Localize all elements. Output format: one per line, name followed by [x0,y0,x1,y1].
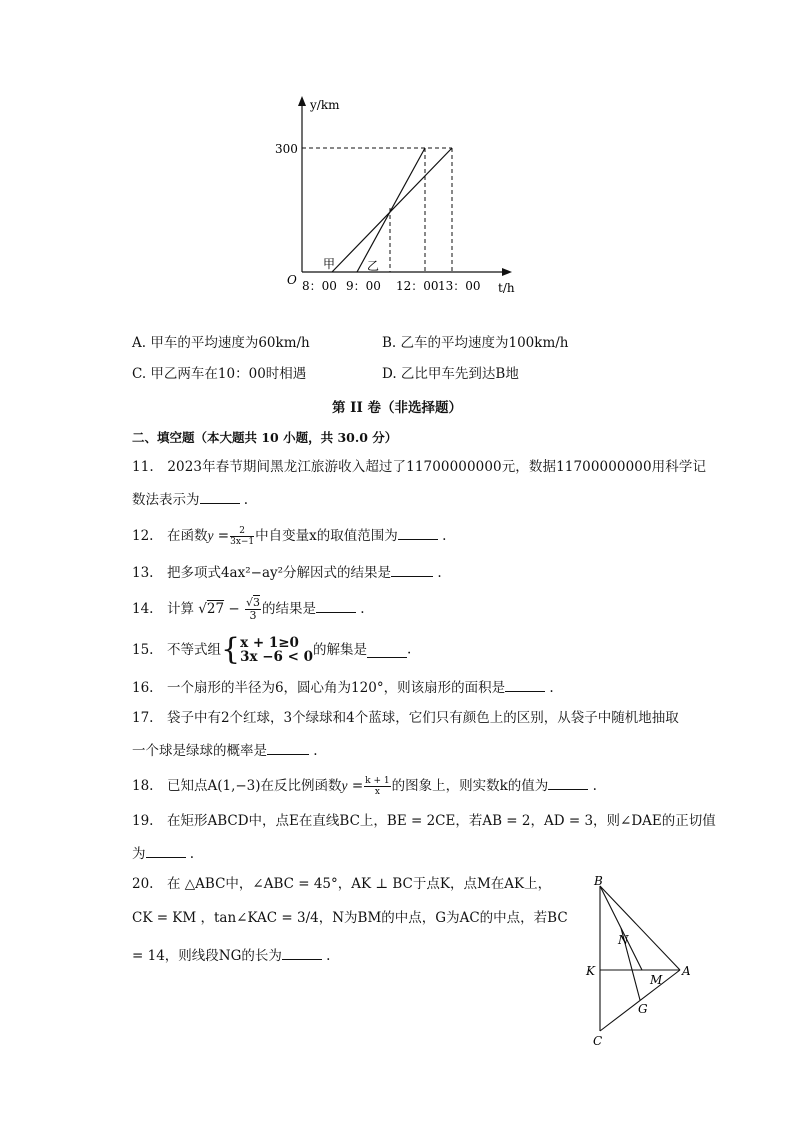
x-tick-1300: 13：00 [438,279,481,293]
answer-blank[interactable] [316,598,356,613]
label-b: B [594,874,603,888]
q20-line1: 20. 在 △ABC中，∠ABC = 45°，AK ⊥ BC于点K，点M在AK上， [132,876,552,892]
q16: 16. 一个扇形的半径为6，圆心角为120°，则该扇形的面积是 . [132,677,554,698]
segment-ba [600,886,680,970]
answer-blank[interactable] [267,740,309,755]
q11-line2: 数法表示为 . [132,489,248,510]
answer-blank[interactable] [505,677,545,692]
x-axis-label: t/h [498,281,515,295]
q13: 13. 把多项式4ax²−ay²分解因式的结果是 . [132,562,442,583]
option-b: B. 乙车的平均速度为100km/h [382,335,569,351]
label-m: M [650,973,663,987]
triangle-figure [580,874,700,1050]
x-axis-arrow [502,268,512,276]
x-tick-900: 9：00 [346,279,381,293]
q15-ineq2: 3x −6 < 0 [240,649,314,665]
answer-blank[interactable] [548,775,588,790]
y-axis-arrow [298,96,306,106]
x-tick-1200: 12：00 [396,279,439,293]
q15-ineq1: x + 1≥0 [240,635,299,651]
line-label-yi: 乙 [367,259,380,273]
y-axis-label: y/km [310,98,340,112]
x-tick-800: 8：00 [302,279,337,293]
origin-label: O [287,273,297,287]
answer-blank[interactable] [282,945,322,960]
q14: 14. 计算 √27 − $\frac{√3}{3}$ 的结果是 . [132,596,365,622]
y-tick-300: 300 [275,142,298,156]
part2-header: 二、填空题（本大题共 10 小题，共 30.0 分） [132,430,398,445]
line-jia [332,148,452,272]
section-title: 第 II 卷（非选择题） [331,400,463,416]
q18: 18. 已知点A(1,−3)在反比例函数y = $\frac{k + 1}{x}$ 的图象上，则实数k的值为 . [132,776,597,797]
q11-line1: 11. 2023年春节期间黑龙江旅游收入超过了11700000000元，数据11700000000用科学记 [132,459,707,475]
answer-blank[interactable] [391,562,433,577]
label-k: K [586,964,595,978]
q17-line2: 一个球是绿球的概率是 . [132,740,318,761]
q19-line1: 19. 在矩形ABCD中，点E在直线BC上，BE = 2CE，若AB = 2，AD = 3，则∠DAE的正切值 [132,813,716,829]
segment-ca [600,970,680,1031]
line-label-jia: 甲 [323,257,336,271]
label-n: N [618,933,629,947]
label-g: G [638,1002,648,1016]
q20-line3: = 14，则线段NG的长为 . [132,945,330,966]
option-a: A. 甲车的平均速度为60km/h [132,335,310,351]
option-c: C. 甲乙两车在10：00时相遇 [132,366,307,382]
label-c: C [593,1034,603,1048]
answer-blank[interactable] [398,525,438,540]
answer-blank[interactable] [200,489,240,504]
distance-time-graph [270,92,530,297]
answer-blank[interactable] [146,843,186,858]
answer-blank[interactable] [367,643,407,658]
q20-line2: CK = KM ，tan∠KAC = 3/4，N为BM的中点，G为AC的中点，若BC [132,910,568,926]
q19-line2: 为 . [132,843,194,864]
line-yi [357,148,425,272]
q12: 12. 在函数y = $\frac{2}{3x-1}$ 中自变量x的取值范围为 . [132,526,447,547]
option-d: D. 乙比甲车先到达B地 [382,366,519,382]
q17-line1: 17. 袋子中有2个红球，3个绿球和4个蓝球，它们只有颜色上的区别，从袋子中随机地抽取 [132,710,679,726]
q15: 15. 不等式组{ x + 1≥0 3x −6 < 0 的解集是 . [132,632,412,667]
label-a: A [682,964,691,978]
